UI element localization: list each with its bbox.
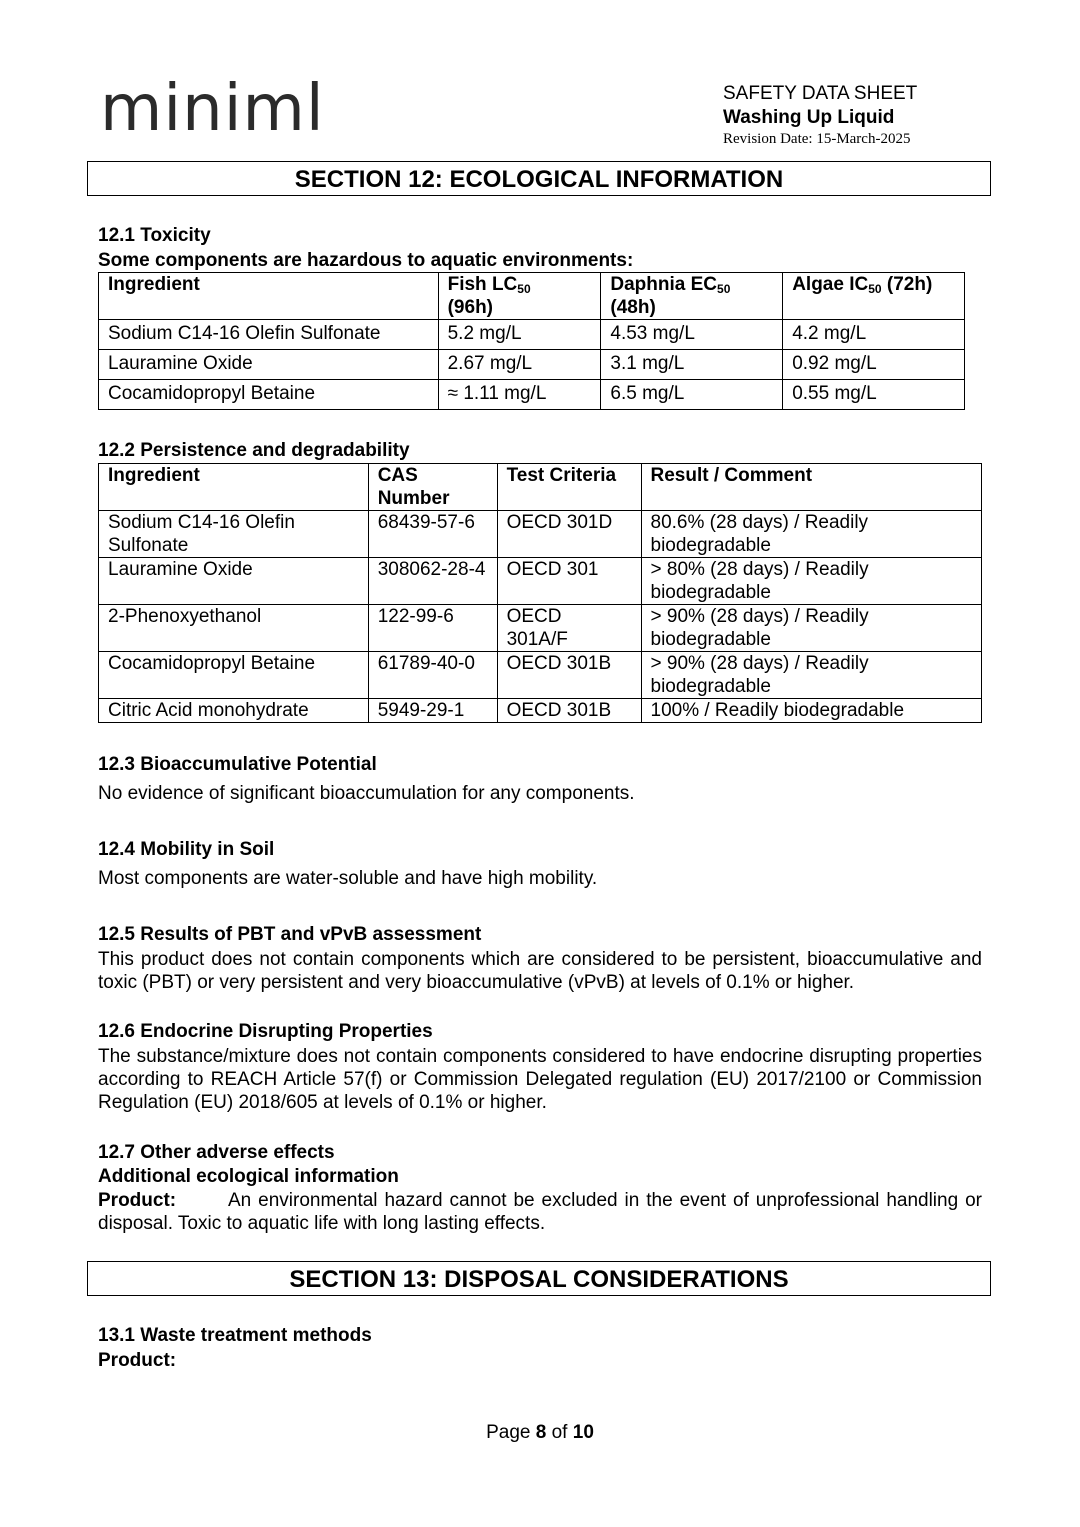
mobility-text: Most components are water-soluble and have high mobility. xyxy=(98,868,598,889)
product-name: Washing Up Liquid xyxy=(723,107,895,128)
cell-test: OECD 301 xyxy=(497,558,641,605)
toxicity-heading: 12.1 Toxicity xyxy=(98,225,211,246)
revision-date: Revision Date: 15-March-2025 xyxy=(723,131,911,147)
cell-ingredient: Cocamidopropyl Betaine xyxy=(99,380,439,410)
persistence-heading: 12.2 Persistence and degradability xyxy=(98,440,410,461)
cell-fish: ≈ 1.11 mg/L xyxy=(438,380,601,410)
col-cas-number: CAS Number xyxy=(368,464,497,511)
cell-test: OECD 301D xyxy=(497,511,641,558)
col-result: Result / Comment xyxy=(641,464,982,511)
other-effects-subheading: Additional ecological information xyxy=(98,1166,399,1187)
table-row xyxy=(99,511,982,558)
cell-ingredient: Sodium C14-16 Olefin Sulfonate xyxy=(99,320,439,350)
other-effects-heading: 12.7 Other adverse effects xyxy=(98,1142,335,1163)
table-row xyxy=(99,699,982,723)
col-daphnia-ec50: Daphnia $EC_{50}$ (48h) xyxy=(601,273,783,320)
cell-result: 100% / Readily biodegradable xyxy=(641,699,982,723)
endocrine-heading: 12.6 Endocrine Disrupting Properties xyxy=(98,1021,433,1042)
cell-cas: 122-99-6 xyxy=(368,605,497,652)
cell-result: > 90% (28 days) / Readily biodegradable xyxy=(641,605,982,652)
cell-algae: 0.55 mg/L xyxy=(783,380,965,410)
cell-test: OECD 301B xyxy=(497,652,641,699)
cell-fish: 5.2 mg/L xyxy=(438,320,601,350)
other-effects-body: An environmental hazard cannot be excluded in the event of unprofessional handling or disposal. Toxic to aquatic life with long lasting effects. xyxy=(98,1190,982,1234)
mobility-heading: 12.4 Mobility in Soil xyxy=(98,839,275,860)
page-footer xyxy=(0,1422,1080,1444)
page-total: 10 xyxy=(572,1422,594,1443)
toxicity-table xyxy=(98,272,965,410)
cell-ingredient: Lauramine Oxide xyxy=(99,350,439,380)
cell-daphnia: 6.5 mg/L xyxy=(601,380,783,410)
product-label-13: Product: xyxy=(98,1350,177,1371)
waste-treatment-heading: 13.1 Waste treatment methods xyxy=(98,1325,372,1346)
cell-daphnia: 4.53 mg/L xyxy=(601,320,783,350)
cell-result: 80.6% (28 days) / Readily biodegradable xyxy=(641,511,982,558)
pbt-text: This product does not contain components which are considered to be persistent, bioaccumulative and toxic (PBT) or very persistent and very bioaccumulative (vPvB) at levels of 0.1% or higher. xyxy=(98,949,982,993)
cell-cas: 5949-29-1 xyxy=(368,699,497,723)
table-row xyxy=(99,350,965,380)
cell-fish: 2.67 mg/L xyxy=(438,350,601,380)
cell-cas: 308062-28-4 xyxy=(368,558,497,605)
document-header xyxy=(723,82,917,148)
cell-ingredient: Sodium C14-16 Olefin Sulfonate xyxy=(99,511,369,558)
cell-cas: 61789-40-0 xyxy=(368,652,497,699)
cell-test: OECD 301A/F xyxy=(497,605,641,652)
table-row xyxy=(99,652,982,699)
page-number: 8 xyxy=(535,1422,547,1443)
doc-type: SAFETY DATA SHEET xyxy=(723,83,918,104)
persistence-table xyxy=(98,463,982,723)
cell-ingredient: Cocamidopropyl Betaine xyxy=(99,652,369,699)
toxicity-subheading: Some components are hazardous to aquatic environments: xyxy=(98,250,634,271)
bioaccumulative-heading: 12.3 Bioaccumulative Potential xyxy=(98,754,377,775)
cell-test: OECD 301B xyxy=(497,699,641,723)
col-ingredient: Ingredient xyxy=(99,273,439,320)
cell-algae: 4.2 mg/L xyxy=(783,320,965,350)
col-algae-ic50: Algae $IC_{50}$ (72h) xyxy=(783,273,965,320)
table-header-row xyxy=(99,273,965,320)
table-header-row xyxy=(99,464,982,511)
pbt-heading: 12.5 Results of PBT and vPvB assessment xyxy=(98,924,482,945)
table-row xyxy=(99,605,982,652)
cell-result: > 90% (28 days) / Readily biodegradable xyxy=(641,652,982,699)
other-effects-text xyxy=(98,1189,982,1235)
cell-result: > 80% (28 days) / Readily biodegradable xyxy=(641,558,982,605)
bioaccumulative-text: No evidence of significant bioaccumulation for any components. xyxy=(98,783,635,804)
cell-algae: 0.92 mg/L xyxy=(783,350,965,380)
table-row xyxy=(99,558,982,605)
cell-daphnia: 3.1 mg/L xyxy=(601,350,783,380)
section-12-title: SECTION 12: ECOLOGICAL INFORMATION xyxy=(87,161,991,196)
endocrine-text: The substance/mixture does not contain components considered to have endocrine disrupting properties according to REACH Article 57(f) or Commission Delegated regulation (EU) 2017/2100 or Commission Regulation (EU) 2018/605 at levels of 0.1% or higher. xyxy=(98,1046,982,1113)
cell-ingredient: Lauramine Oxide xyxy=(99,558,369,605)
brand-logo: miniml xyxy=(100,72,325,146)
cell-cas: 68439-57-6 xyxy=(368,511,497,558)
table-row xyxy=(99,320,965,350)
col-fish-lc50: Fish $LC_{50}$ (96h) xyxy=(438,273,601,320)
product-label: Product: xyxy=(98,1190,177,1211)
of-word: of xyxy=(551,1422,568,1443)
section-13-title: SECTION 13: DISPOSAL CONSIDERATIONS xyxy=(87,1261,991,1296)
table-row xyxy=(99,380,965,410)
page-word: Page xyxy=(486,1422,531,1443)
col-test-criteria: Test Criteria xyxy=(497,464,641,511)
cell-ingredient: Citric Acid monohydrate xyxy=(99,699,369,723)
cell-ingredient: 2-Phenoxyethanol xyxy=(99,605,369,652)
col-ingredient: Ingredient xyxy=(99,464,369,511)
